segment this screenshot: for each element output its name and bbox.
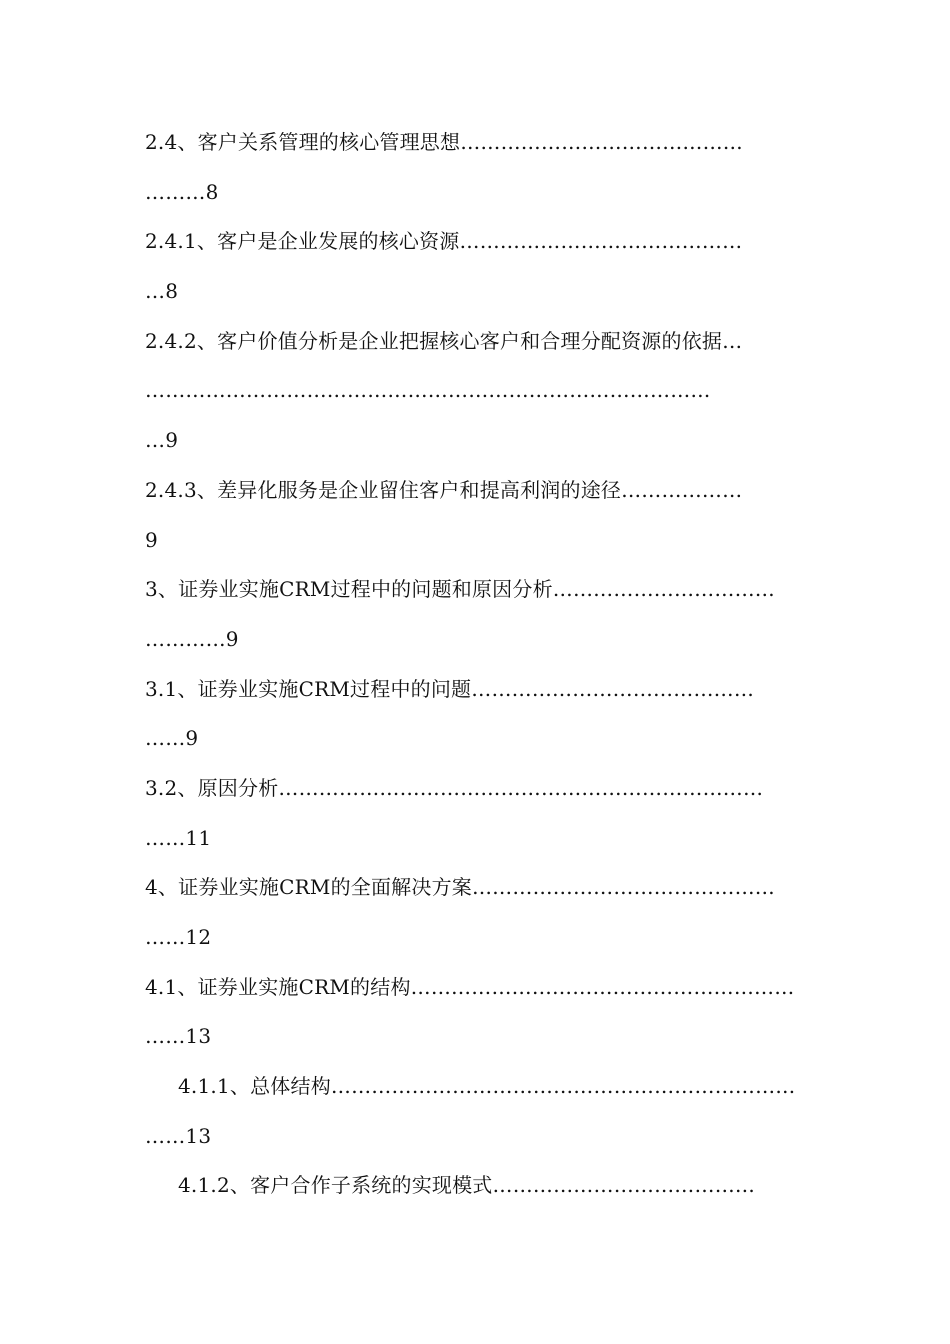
toc-entry: 2.4.3、差异化服务是企业留住客户和提高利润的途径……………… — [145, 477, 743, 502]
toc-entry: …9 — [145, 428, 179, 453]
toc-entry: 4.1.1、总体结构…………………………………………………………… — [178, 1074, 796, 1099]
toc-entry: ……13 — [145, 1123, 212, 1148]
toc-entry: …………9 — [145, 626, 239, 651]
toc-entry: 3.2、原因分析……………………………………………………………… — [145, 775, 764, 800]
toc-entry: 4、证券业实施CRM的全面解决方案……………………………………… — [145, 875, 775, 900]
toc-entry: ……9 — [145, 726, 199, 751]
toc-entry: 2.4.2、客户价值分析是企业把握核心客户和合理分配资源的依据… — [145, 328, 743, 353]
toc-entry: 3、证券业实施CRM过程中的问题和原因分析…………………………… — [145, 577, 775, 602]
toc-entry: ……13 — [145, 1024, 212, 1049]
toc-entry: 2.4、客户关系管理的核心管理思想…………………………………… — [145, 130, 744, 154]
toc-entry: ……11 — [145, 825, 212, 850]
toc-entry: 9 — [145, 527, 158, 552]
table-of-contents — [145, 122, 805, 1215]
toc-entry: 4.1、证券业实施CRM的结构………………………………………………… — [145, 974, 795, 999]
toc-entry: 2.4.1、客户是企业发展的核心资源…………………………………… — [145, 229, 743, 254]
toc-entry: ………………………………………………………………………… — [145, 378, 711, 403]
toc-entry: ………8 — [145, 179, 219, 204]
toc-entry: ……12 — [145, 925, 212, 949]
toc-entry: 4.1.2、客户合作子系统的实现模式………………………………… — [178, 1173, 756, 1198]
toc-entry: …8 — [145, 279, 179, 304]
toc-entry: 3.1、证券业实施CRM过程中的问题…………………………………… — [145, 676, 755, 701]
